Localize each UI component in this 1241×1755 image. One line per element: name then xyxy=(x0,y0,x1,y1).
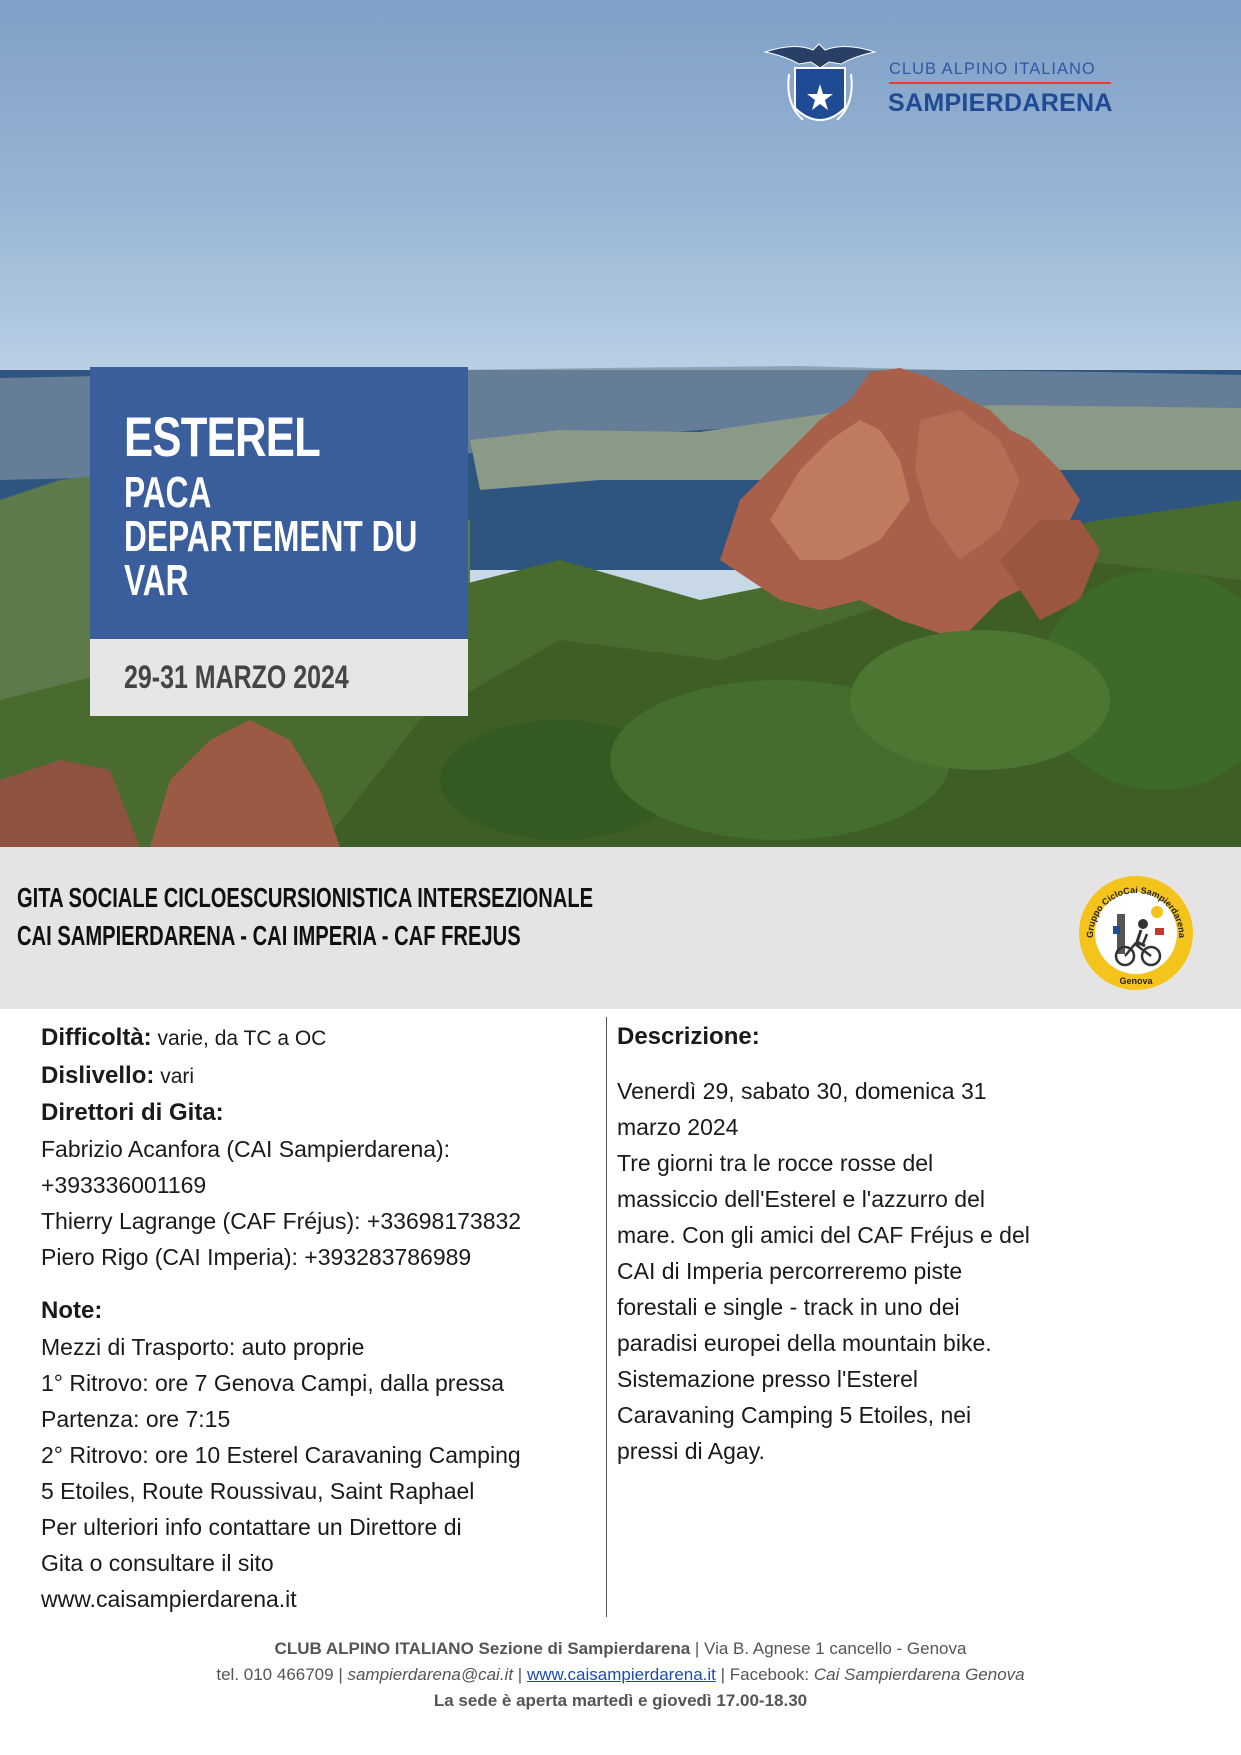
cai-logo xyxy=(755,24,1115,139)
descr-line: marzo 2024 xyxy=(617,1114,739,1140)
title-line3: DEPARTEMENT DU xyxy=(124,512,418,561)
note-line: Per ulteriori info contattare un Direttore di xyxy=(41,1514,462,1540)
note-line: 1° Ritrovo: ore 7 Genova Campi, dalla pressa xyxy=(41,1370,505,1396)
footer-separator: | xyxy=(513,1665,527,1684)
band-line-2: CAI SAMPIERDARENA - CAI IMPERIA - CAF FREJUS xyxy=(17,920,521,951)
direttori-line: Fabrizio Acanfora (CAI Sampierdarena): xyxy=(41,1136,451,1162)
footer xyxy=(0,1636,1241,1714)
direttori-line: Piero Rigo (CAI Imperia): +393283786989 xyxy=(41,1244,472,1270)
footer-org: CLUB ALPINO ITALIANO Sezione di Sampierdarena xyxy=(274,1639,691,1658)
descr-line: paradisi europei della mountain bike. xyxy=(617,1330,992,1356)
ciclocai-badge-icon xyxy=(1077,874,1195,992)
description-column xyxy=(617,1019,1087,1469)
cai-eagle-emblem-icon xyxy=(755,24,885,136)
cai-logo-rule xyxy=(889,82,1111,84)
difficolta-value: varie, da TC a OC xyxy=(151,1027,327,1050)
direttori-line: Thierry Lagrange (CAF Fréjus): +33698173832 xyxy=(41,1208,522,1234)
footer-site-link[interactable]: www.caisampierdarena.it xyxy=(526,1665,716,1684)
band-line-1: GITA SOCIALE CICLOESCURSIONISTICA INTERSEZIONALE xyxy=(17,882,594,913)
note-line: Partenza: ore 7:15 xyxy=(41,1406,231,1432)
badge-top-text: Gruppo CicloCai Sampierdarena xyxy=(1084,884,1188,939)
event-date: 29-31 MARZO 2024 xyxy=(124,659,349,695)
dislivello-row xyxy=(41,1057,601,1095)
descr-line: massiccio dell'Esterel e l'azzurro del xyxy=(617,1186,985,1212)
difficolta-row xyxy=(41,1019,601,1057)
title-line4: VAR xyxy=(124,556,189,605)
note-line: Gita o consultare il sito xyxy=(41,1550,274,1576)
note-label: Note: xyxy=(41,1297,103,1324)
footer-line-1 xyxy=(0,1636,1241,1662)
difficolta-label: Difficoltà: xyxy=(41,1024,152,1051)
descr-line: pressi di Agay. xyxy=(617,1438,765,1464)
dislivello-value: vari xyxy=(154,1065,195,1088)
column-divider xyxy=(606,1017,607,1617)
descr-line: Venerdì 29, sabato 30, domenica 31 xyxy=(617,1078,987,1104)
note-line: Mezzi di Trasporto: auto proprie xyxy=(41,1334,365,1360)
title-main: ESTEREL xyxy=(124,405,320,468)
title-box xyxy=(90,367,468,639)
note-line: 2° Ritrovo: ore 10 Esterel Caravaning Camping xyxy=(41,1442,521,1468)
direttori-label: Direttori di Gita: xyxy=(41,1099,224,1126)
title-line2: PACA xyxy=(124,468,212,517)
footer-fb-label: | Facebook: xyxy=(715,1665,814,1684)
date-box xyxy=(90,639,468,716)
descr-line: forestali e single - track in uno dei xyxy=(617,1294,960,1320)
note-line: www.caisampierdarena.it xyxy=(41,1586,297,1612)
descr-line: mare. Con gli amici del CAF Fréjus e del xyxy=(617,1222,1030,1248)
descr-line: Tre giorni tra le rocce rosse del xyxy=(617,1150,934,1176)
footer-email[interactable]: sampierdarena@cai.it xyxy=(347,1665,514,1684)
footer-line-2 xyxy=(0,1662,1241,1688)
cai-logo-main-text: SAMPIERDARENA xyxy=(888,89,1113,117)
note-line: 5 Etoiles, Route Roussivau, Saint Raphael xyxy=(41,1478,475,1504)
cai-logo-top-text: CLUB ALPINO ITALIANO xyxy=(889,60,1096,78)
info-column xyxy=(41,1019,601,1617)
badge-bottom-text: Genova xyxy=(1119,976,1153,986)
footer-facebook[interactable]: Cai Sampierdarena Genova xyxy=(813,1665,1025,1684)
hero-photo xyxy=(0,0,1241,847)
descr-line: CAI di Imperia percorreremo piste xyxy=(617,1258,963,1284)
footer-hours: La sede è aperta martedì e giovedì 17.00-18.30 xyxy=(433,1691,808,1710)
descr-line: Sistemazione presso l'Esterel xyxy=(617,1366,918,1392)
descrizione-label: Descrizione: xyxy=(617,1023,760,1050)
footer-tel: tel. 010 466709 | xyxy=(216,1665,348,1684)
footer-address: | Via B. Agnese 1 cancello - Genova xyxy=(690,1639,967,1658)
descr-line: Caravaning Camping 5 Etoiles, nei xyxy=(617,1402,972,1428)
dislivello-label: Dislivello: xyxy=(41,1062,155,1089)
direttori-line: +393336001169 xyxy=(41,1172,207,1198)
